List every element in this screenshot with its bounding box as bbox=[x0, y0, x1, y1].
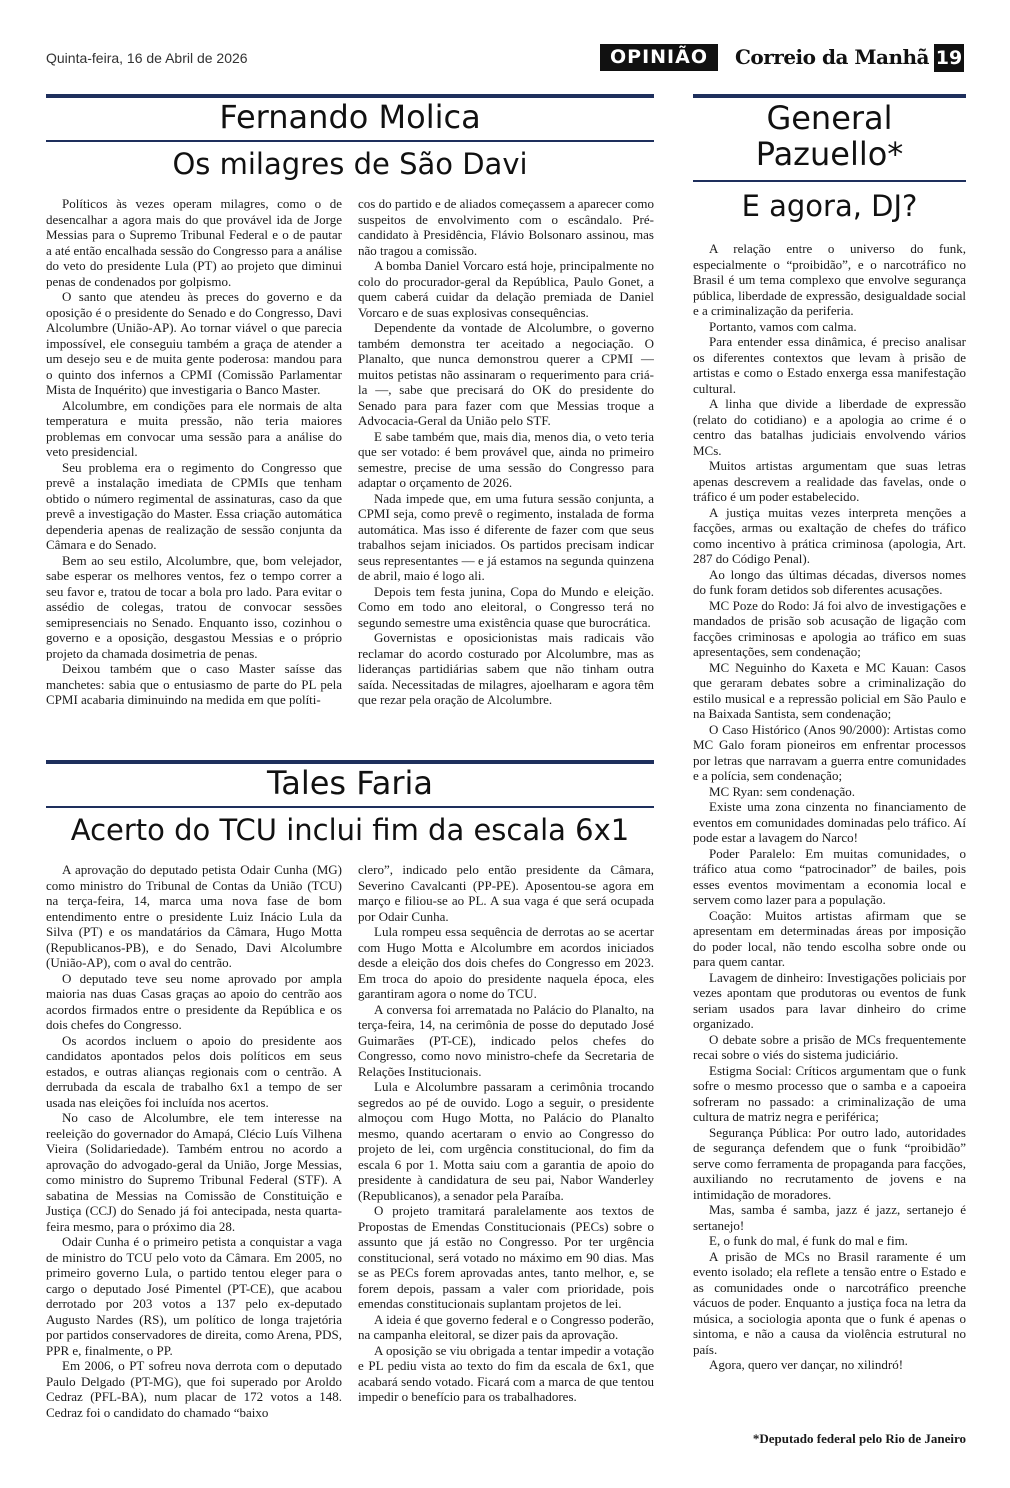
paragraph: E sabe também que, mais dia, menos dia, o veto teria que ser votado: é bem provável que, ainda no primeiro semestre, precise de uma sessão do Congresso para adaptar o orçamento de 2026. bbox=[358, 428, 654, 490]
article2-column-1 bbox=[46, 862, 342, 1452]
paragraph: Existe uma zona cinzenta no financiamento de eventos em comunidades dominadas pelo tráfico. Aí pode estar a lavagem do Narco! bbox=[693, 799, 966, 845]
paragraph: Depois tem festa junina, Copa do Mundo e eleição. Como em todo ano eleitoral, o Congresso terá no segundo semestre uma existência quase que burocrática. bbox=[358, 583, 654, 630]
paragraph: Bem ao seu estilo, Alcolumbre, que, bom velejador, sabe esperar os melhores ventos, fez o tempo correr a seu favor e, tratou de tocar a bola pro lado. Para evitar o assédio de colegas, tratou de convocar sessões semipresenciais no Senado. Enquanto isso, cozinhou o governo e a oposição, desgastou Messias e o próprio projeto da chamada dosimetria de penas. bbox=[46, 552, 342, 661]
paragraph: Lula rompeu essa sequência de derrotas ao se acertar com Hugo Motta e Alcolumbre em acordos iniciados desde a eleição dos dois chefes do Congresso em 2023. Em troca do apoio do presidente naquela época, eles garantiram agora o nome do TCU. bbox=[358, 924, 654, 1001]
paragraph: A oposição se viu obrigada a tentar impedir a votação e PL pediu vista ao texto do fim da escala de 6x1, que acabará sendo votado. Ficará com a marca de que tentou impedir o benefício para os trabalhadores. bbox=[358, 1342, 654, 1404]
paragraph: Dependente da vontade de Alcolumbre, o governo também demonstra ter aceitado a negociação. O Planalto, que nunca demonstrou querer a CPMI — muitos petistas não assinaram o requerimento para criá-la —, sabe que precisará do OK do presidente do Senado para para fazer com que Messias troque a Advocacia-Geral da União pelo STF. bbox=[358, 320, 654, 428]
article2-column-2 bbox=[358, 862, 654, 1452]
paragraph: Seu problema era o regimento do Congresso que prevê a instalação imediata de CPMIs que tenham obtido o número regimental de assinaturas, caso da que prevê a investigação do Master. Essa criação automática dependeria apenas de realização de sessão conjunta da Câmara e do Senado. bbox=[46, 459, 342, 552]
author-footnote: *Deputado federal pelo Rio de Janeiro bbox=[752, 1431, 966, 1446]
paragraph: A bomba Daniel Vorcaro está hoje, principalmente no colo do procurador-geral da República, Paulo Gonet, a quem caberá cuidar da delação premiada de Daniel Vorcaro e de suas explosivas consequências. bbox=[358, 258, 654, 320]
paragraph: A ideia é que governo federal e o Congresso poderão, na campanha eleitoral, se dizer pais da aprovação. bbox=[358, 1311, 654, 1342]
paragraph: O projeto tramitará paralelamente aos textos de Propostas de Emendas Constitucionais (PECs) sobre o assunto que já estão no Congresso. Por ter urgência constitucional, será votado no máximo em 90 dias. Mas se as PECs forem aprovadas antes, tanto melhor, e, se forem depois, passam a valer com prioridade, pois emendas constitucionais suplantam projetos de lei. bbox=[358, 1203, 654, 1311]
paragraph: A linha que divide a liberdade de expressão (relato do cotidiano) e a apologia ao crime é o centro das batalhas judiciais envolvendo vários MCs. bbox=[693, 396, 966, 458]
section-label: OPINIÃO bbox=[600, 44, 718, 71]
paragraph: Muitos artistas argumentam que suas letras apenas descrevem a realidade das favelas, onde o tráfico é um poder estabelecido. bbox=[693, 458, 966, 504]
paragraph: cos do partido e de aliados começassem a aparecer como suspeitos de envolvimento com o escândalo. Pré-candidato à Presidência, Flávio Bolsonaro assinou, mas não tragou a comissão. bbox=[358, 196, 654, 258]
article2-mid-rule bbox=[46, 806, 654, 808]
paragraph: O santo que atendeu às preces do governo e da oposição é o presidente do Senado e do Congresso, Davi Alcolumbre (União-AP). Ao tornar viável o que parecia impossível, ele conseguiu também a graça de atender a um desejo seu e de muita gente poderosa: mandou para o quinto dos infernos a CPMI (Comissão Parlamentar Mista de Inquérito) que investigaria o Banco Master. bbox=[46, 289, 342, 397]
article1-mid-rule bbox=[46, 140, 654, 142]
article3-author: General Pazuello* bbox=[755, 99, 904, 173]
paragraph: Alcolumbre, em condições para ele normais de alta temperatura e muita pressão, não teria maiores problemas em convocar uma sessão para a análise do veto presidencial. bbox=[46, 397, 342, 459]
article1-headline: Os milagres de São Davi bbox=[172, 147, 528, 181]
paragraph: Odair Cunha é o primeiro petista a conquistar a vaga de ministro do TCU pelo voto da Câmara. Em 2005, no primeiro governo Lula, o partido tentou eleger para o cargo o deputado José Pimentel (PT-CE), que acabou derrotado por 203 votos a 137 pelo ex-deputado Augusto Nardes (RS), um político de longa trajetória por partidos conservadores de direita, como Arena, PDS, PPR e, finalmente, o PP. bbox=[46, 1234, 342, 1358]
paragraph: A conversa foi arrematada no Palácio do Planalto, na terça-feira, 14, na cerimônia de posse do deputado José Guimarães (PT-CE), indicado pelos chefes do Congresso, como novo ministro-chefe da Secretaria de Relações Institucionais. bbox=[358, 1001, 654, 1079]
paragraph: A justiça muitas vezes interpreta menções a facções, armas ou exaltação de chefes do tráfico como incentivo à prática criminosa (apologia, Art. 287 do Código Penal). bbox=[693, 504, 966, 566]
paragraph: O debate sobre a prisão de MCs frequentemente recai sobre o viés do sistema judiciário. bbox=[693, 1031, 966, 1062]
paragraph: clero”, indicado pelo então presidente da Câmara, Severino Cavalcanti (PP-PE). Aposentou-se agora em março e filiou-se ao PL. A sua vaga é que será ocupada por Odair Cunha. bbox=[358, 862, 654, 924]
paragraph: Poder Paralelo: Em muitas comunidades, o tráfico atua como “patrocinador” de bailes, pois esses eventos movimentam a economia local e servem como lazer para a população. bbox=[693, 845, 966, 907]
paragraph: A prisão de MCs no Brasil raramente é um evento isolado; ela reflete a tensão entre o Estado e as comunidades onde o narcotráfico preenche vácuos de poder. Enquanto a justiça foca na letra da música, a sociologia aponta que o funk é apenas o sintoma, e não a causa da violência estrutural no país. bbox=[693, 1248, 966, 1357]
paragraph: O Caso Histórico (Anos 90/2000): Artistas como MC Galo foram pioneiros em enfrentar processos por letras que narravam a guerra entre comunidades e a polícia, sem condenação; bbox=[693, 721, 966, 783]
paragraph: E, o funk do mal, é funk do mal e fim. bbox=[709, 1233, 908, 1248]
paragraph: Segurança Pública: Por outro lado, autoridades de segurança defendem que o funk “proibidão” serve como ferramenta de propaganda para facções, auxiliando no recrutamento de jovens e na intimidação de moradores. bbox=[693, 1124, 966, 1202]
article1-author: Fernando Molica bbox=[219, 98, 481, 136]
paragraph: A aprovação do deputado petista Odair Cunha (MG) como ministro do Tribunal de Contas da União (TCU) na terça-feira, 14, marca uma nova fase de bom entendimento entre o presidente Luiz Inácio Lula da Silva (PT) e os mandatários da Câmara, Hugo Motta (Republicanos-PB), e do Senado, Davi Alcolumbre (União-AP), com o aval do centrão. bbox=[46, 862, 342, 970]
article1-column-2 bbox=[358, 196, 654, 746]
paragraph: O deputado teve seu nome aprovado por ampla maioria nas duas Casas graças ao apoio do centrão aos acordos firmados entre o presidente da República e os dois chefes do Congresso. bbox=[46, 970, 342, 1032]
paragraph: Portanto, vamos com calma. bbox=[709, 318, 857, 334]
paragraph: MC Neguinho do Kaxeta e MC Kauan: Casos que geraram debates sobre a criminalização do estilo musical e a repressão policial em São Paulo e na Baixada Santista, sem condenação; bbox=[693, 659, 966, 721]
paragraph: Para entender essa dinâmica, é preciso analisar os diferentes contextos que levam à prisão de artistas e como o Estado enxerga essa manifestação cultural. bbox=[693, 334, 966, 396]
paragraph: MC Ryan: sem condenação. bbox=[709, 783, 856, 799]
paragraph: Agora, quero ver dançar, no xilindró! bbox=[709, 1357, 904, 1372]
paragraph: Lavagem de dinheiro: Investigações policiais por vezes apontam que produtoras ou eventos de funk seriam usados para lavar dinheiro do crime organizado. bbox=[693, 969, 966, 1031]
paragraph: Em 2006, o PT sofreu nova derrota com o deputado Paulo Delgado (PT-MG), que foi superado por Aroldo Cedraz (PFL-BA), num placar de 172 votos a 148. Cedraz foi o candidato do chamado “baixo bbox=[46, 1358, 342, 1420]
page-number: 19 bbox=[934, 44, 964, 72]
article1-column-1 bbox=[46, 196, 342, 746]
paragraph: No caso de Alcolumbre, ele tem interesse na reeleição do governador do Amapá, Clécio Luís Vilhena Vieira (Solidariedade). Também entrou no acordo a aprovação do advogado-geral da União, Jorge Messias, como ministro do Supremo Tribunal Federal (STF). A sabatina de Messias na Comissão de Constituição e Justiça (CCJ) do Senado já foi antecipada, nesta quarta-feira mesmo, para o próximo dia 28. bbox=[46, 1110, 342, 1234]
article3-top-rule bbox=[693, 94, 966, 98]
paragraph: A relação entre o universo do funk, especialmente o “proibidão”, e o narcotráfico no Brasil é um tema complexo que envolve segurança pública, liberdade de expressão, desigualdade social e a criminalização da periferia. bbox=[693, 241, 966, 318]
paragraph: Os acordos incluem o apoio do presidente aos candidatos apontados pelos dois políticos em seus estados, e outras alianças regionais com o centrão. A derrubada da escala de trabalho 6x1 a tempo de ser usada nas eleições foi incluída nos acertos. bbox=[46, 1032, 342, 1110]
paragraph: Nada impede que, em uma futura sessão conjunta, a CPMI seja, como prevê o regimento, instalada de forma automática. Mas isso é diferente de fazer com que seus trabalhos sejam iniciados. Os partidos precisam indicar seus representantes — e já estamos na segunda quinzena de abril, maio é logo ali. bbox=[358, 490, 654, 583]
paragraph: Mas, samba é samba, jazz é jazz, sertanejo é sertanejo! bbox=[693, 1202, 966, 1233]
paragraph: Governistas e oposicionistas mais radicais vão reclamar do acordo costurado por Alcolumbre, mas as lideranças partidiárias sabem que não tinham outra saída. Necessitadas de milagres, ajoelharam e agora têm que rezar pela oração de Alcolumbre. bbox=[358, 630, 654, 707]
paragraph: Deixou também que o caso Master saísse das manchetes: sabia que o entusiasmo de parte do PL pela CPMI acabaria diminuindo na medida em que políti- bbox=[46, 661, 342, 707]
paragraph: Coação: Muitos artistas afirmam que se apresentam em determinadas áreas por imposição do poder local, não tendo escolha sobre onde ou para quem cantar. bbox=[693, 907, 966, 969]
issue-date: Quinta-feira, 16 de Abril de 2026 bbox=[46, 50, 248, 66]
article3-headline: E agora, DJ? bbox=[741, 189, 918, 223]
newspaper-logo: Correio da Manhã bbox=[735, 45, 930, 69]
paragraph: MC Poze do Rodo: Já foi alvo de investigações e mandados de prisão sob acusação de ligação com facções criminosas e apologia ao tráfico em suas apresentações, sem condenação; bbox=[693, 597, 966, 659]
article2-headline: Acerto do TCU inclui fim da escala 6x1 bbox=[70, 813, 630, 847]
article2-author: Tales Faria bbox=[266, 764, 433, 802]
article3-body bbox=[693, 241, 966, 1421]
paragraph: Políticos às vezes operam milagres, como o de desencalhar a agora mais do que provável ida de Jorge Messias para o Supremo Tribunal Federal e o de pautar a até então encalhada sessão do Congresso para a análise do veto do presidente Lula (PT) ao projeto que diminui penas de condenados por golpismo. bbox=[46, 196, 342, 289]
article3-mid-rule bbox=[693, 180, 966, 182]
paragraph: Estigma Social: Críticos argumentam que o funk sofre o mesmo processo que o samba e a capoeira sofreram no passado: a criminalização de uma cultura de matriz negra e periférica; bbox=[693, 1062, 966, 1124]
paragraph: Lula e Alcolumbre passaram a cerimônia trocando segredos ao pé de ouvido. Logo a seguir, o presidente almoçou com Hugo Motta, no Palácio do Planalto mesmo, quando acertaram o envio ao Congresso do projeto de lei, com urgência constitucional, do fim da escala 6 por 1. Motta saiu com a garantia de apoio do presidente à candidatura de seu pai, Nabor Wanderley (Republicanos), a senador pela Paraíba. bbox=[358, 1079, 654, 1203]
paragraph: Ao longo das últimas décadas, diversos nomes do funk foram detidos sob diferentes acusações. bbox=[693, 566, 966, 597]
